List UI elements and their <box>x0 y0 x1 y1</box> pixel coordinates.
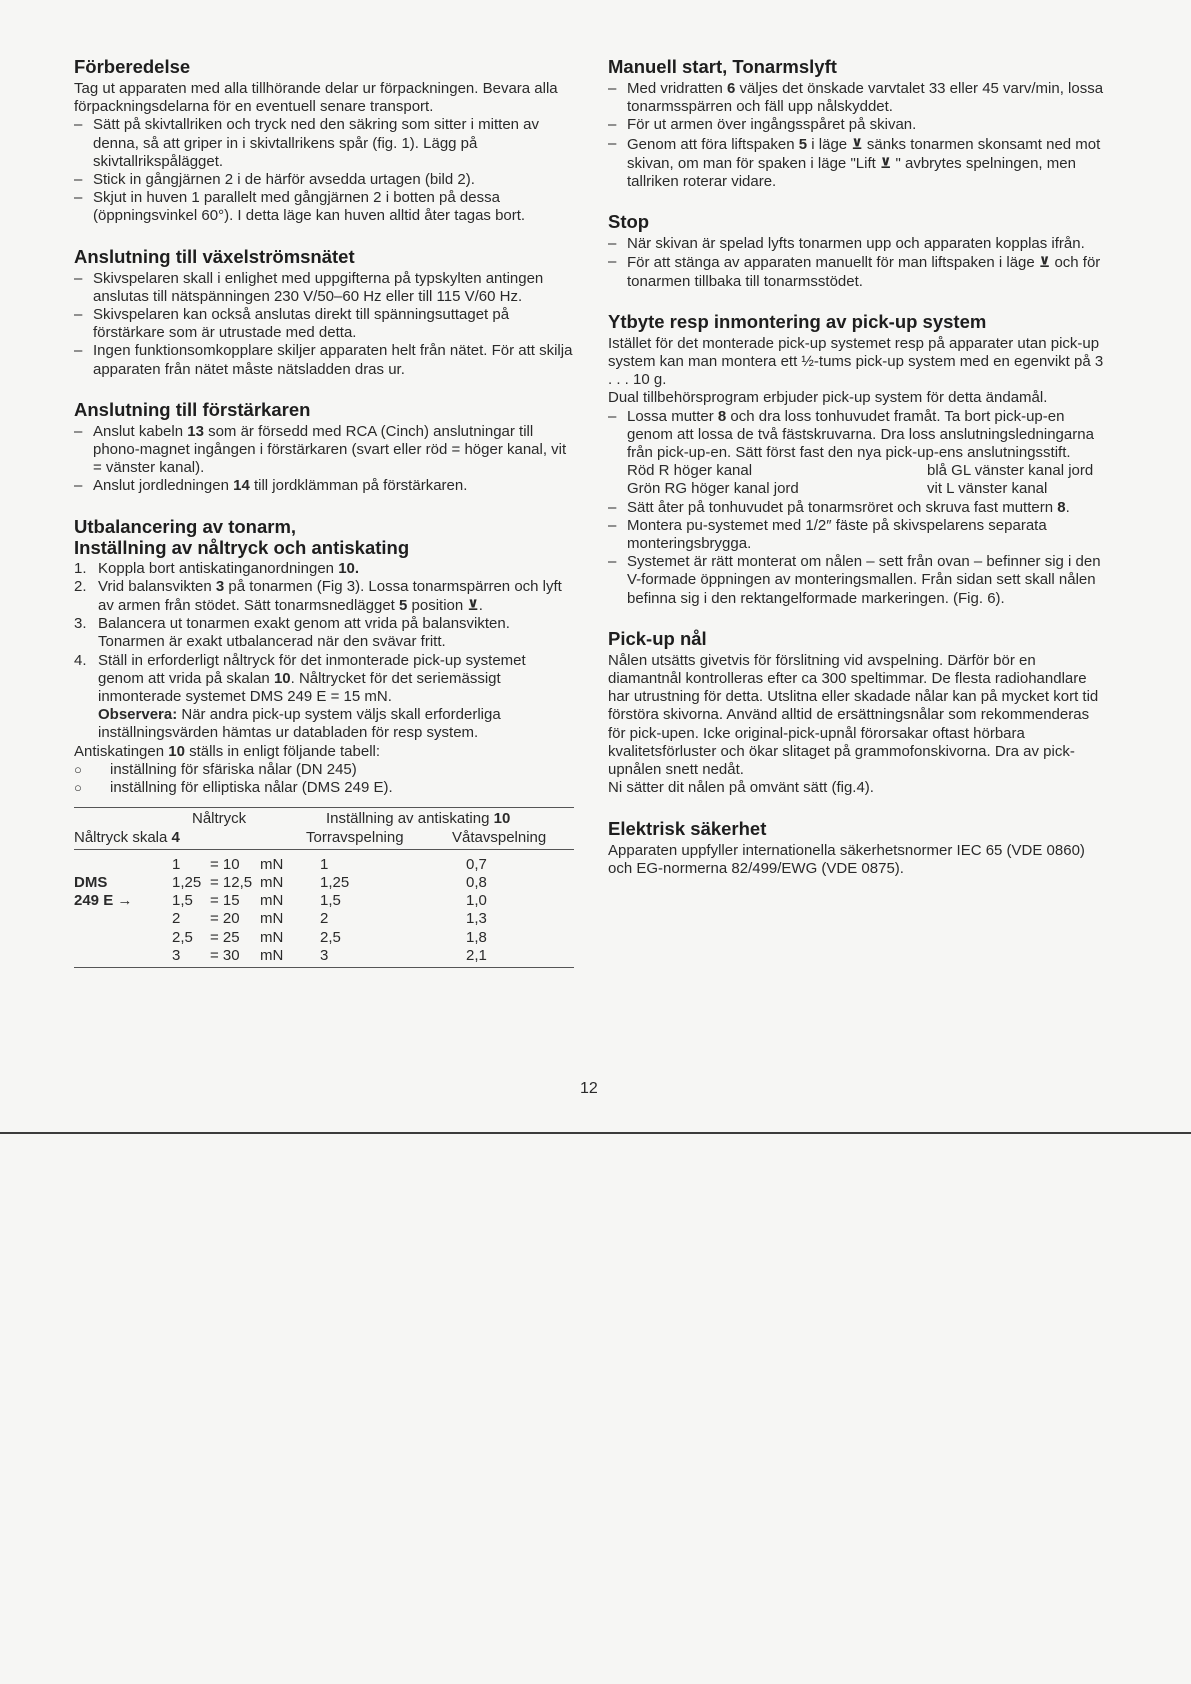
heading-stop: Stop <box>608 211 650 233</box>
label-spacer <box>74 929 172 947</box>
list-item: – Skjut in huven 1 parallelt med gångjärnen 2 i botten på dessa (öppningsvinkel 60°). I detta läge kan huven alltid åter tagas bort. <box>74 189 526 225</box>
heading-balancering: Utbalancering av tonarm, Inställning av nåltryck och antiskating <box>74 515 410 558</box>
list-item: ○ inställning för sfäriska nålar (DN 245) <box>74 760 357 778</box>
table-header: Nåltryck <box>192 810 247 828</box>
lift-lower-icon: ⊻ <box>1038 254 1051 271</box>
list-item: – Stick in gångjärnen 2 i de härför avsedda urtagen (bild 2). <box>74 171 475 189</box>
table-cell-skala: 2 <box>172 910 181 928</box>
list-item: – Skivspelaren kan också anslutas direkt till spänningsuttaget på förstärkare som är utrustade med detta. <box>74 306 510 342</box>
table-cell-vat: 0,7 <box>466 855 487 873</box>
divider <box>74 849 574 850</box>
paragraph: Nålen utsätts givetvis för förslitning vid avspelning. Därför bör en diamantnål kontrolleras efter ca 300 speltimmar. De flesta radiohandlare har utrustning för detta. Utslitna eller skadade nålar kan på mycket kort tid förstöra skivorna. Använd alltid de ersättningsnålar som rekommenderas för pick-upen. Icke original-pick-upnål förorsakar oftast hörbara kvalitetsförluster och ökar slitaget på grammofonskivorna. Dra av pick-upnålen snett nedåt. <box>608 651 1099 779</box>
table-cell-mn: = 10 <box>210 855 240 873</box>
heading-nal: Pick-up nål <box>608 627 707 649</box>
section-forberedelse <box>74 56 574 226</box>
paragraph: Tag ut apparaten med alla tillhörande delar ur förpackningen. Bevara alla förpackningsdelarna för en eventuell senare transport. <box>74 80 558 116</box>
table-cell-vat: 1,8 <box>466 928 487 946</box>
table-cell-unit: mN <box>260 873 284 891</box>
section-sakerhet <box>608 818 1106 878</box>
table-cell-mn: = 12,5 <box>210 873 253 891</box>
table-cell-unit: mN <box>260 928 284 946</box>
section-forstarkaren <box>74 399 574 496</box>
table-cell-torr: 1,25 <box>320 873 350 891</box>
list-item: – Genom att föra liftspaken 5 i läge ⊻ sänks tonarmen skonsamt ned mot skivan, om man för spaken i läge "Lift ⊻ " avbrytes spelningen, men tallriken roterar vidare. <box>608 134 1101 191</box>
paragraph: Apparaten uppfyller internationella säkerhetsnormer IEC 65 (VDE 0860) och EG-normerna 82/499/EWG (VDE 0875). <box>608 841 1085 877</box>
table-cell-vat: 1,0 <box>466 892 487 910</box>
table-cell-vat: 0,8 <box>466 873 487 891</box>
list-item: 2. Vrid balansvikten 3 på tonarmen (Fig 3). Lossa tonarmspärren och lyft av armen från stödet. Sätt tonarmsnedlägget 5 position ⊻. <box>74 577 562 615</box>
lift-lower-icon: ⊻ <box>851 135 863 152</box>
table-cell-unit: mN <box>260 946 284 964</box>
list-item: – Sätt åter på tonhuvudet på tonarmsröret och skruva fast muttern 8. <box>608 498 1070 516</box>
table-row <box>74 929 574 947</box>
table-row <box>74 856 574 874</box>
heading-forberedelse: Förberedelse <box>74 56 191 77</box>
table-header: Nåltryck skala 4 <box>74 828 180 846</box>
list-item: 1. Koppla bort antiskatinganordningen 10. <box>74 559 360 577</box>
list-item: – För ut armen över ingångsspåret på skivan. <box>608 116 917 134</box>
right-column <box>608 56 1106 898</box>
table-row <box>74 947 574 965</box>
section-manuell <box>608 56 1106 191</box>
table-cell-torr: 1,5 <box>320 892 341 910</box>
table-cell-vat: 2,1 <box>466 946 487 964</box>
section-balancering <box>74 516 574 798</box>
note: Observera: När andra pick-up system väljs skall erforderliga inställningsvärden hämtas ur databladen för resp system. <box>98 706 501 742</box>
table-header: Inställning av antiskating 10 <box>326 810 511 828</box>
table-cell-vat: 1,3 <box>466 910 487 928</box>
page-number: 12 <box>580 1080 598 1097</box>
table-body <box>74 856 574 965</box>
table-cell-mn: = 20 <box>210 910 240 928</box>
divider <box>0 1132 1191 1134</box>
list-item: – Ingen funktionsomkopplare skiljer apparaten helt från nätet. För att skilja apparaten från nätet måste nätsladden dras ur. <box>74 342 573 378</box>
left-column <box>74 56 574 968</box>
table-cell-skala: 1 <box>172 855 181 873</box>
section-stop <box>608 211 1106 291</box>
section-vaxelstrom <box>74 246 574 379</box>
table-cell-unit: mN <box>260 892 284 910</box>
table-cell-torr: 3 <box>320 946 329 964</box>
table-cell-skala: 2,5 <box>172 928 193 946</box>
table-cell-unit: mN <box>260 910 284 928</box>
paragraph: Antiskatingen 10 ställs in enligt följande tabell: <box>74 742 381 760</box>
paragraph: Dual tillbehörsprogram erbjuder pick-up system för detta ändamål. <box>608 389 1048 407</box>
table-row-label: DMS 249 E → <box>74 873 133 909</box>
table-cell-mn: = 30 <box>210 946 240 964</box>
list-item: – När skivan är spelad lyfts tonarmen upp och apparaten kopplas ifrån. <box>608 235 1085 253</box>
section-nal <box>608 628 1106 798</box>
paragraph: Istället för det monterade pick-up systemet resp på apparater utan pick-up system kan man montera ett ½-tums pick-up system med en egenvikt på 3 . . . 10 g. <box>608 334 1104 389</box>
heading-sakerhet: Elektrisk säkerhet <box>608 817 767 839</box>
list-item: – Montera pu-systemet med 1/2″ fäste på skivspelarens separata monteringsbrygga. <box>608 516 1047 553</box>
list-item: 3. Balancera ut tonarmen exakt genom att vrida på balansvikten. Tonarmen är exakt utbalancerad när den svävar fritt. <box>74 615 510 651</box>
table-cell-unit: mN <box>260 855 284 873</box>
table-cell-mn: = 15 <box>210 892 240 910</box>
table-cell-torr: 2,5 <box>320 928 341 946</box>
heading-ytbyte: Ytbyte resp inmontering av pick-up system <box>608 310 987 332</box>
heading-forstarkaren: Anslutning till förstärkaren <box>74 398 311 420</box>
table-cell-mn: = 25 <box>210 928 240 946</box>
heading-manuell: Manuell start, Tonarmslyft <box>608 56 837 77</box>
table-header-row <box>74 810 574 828</box>
table-cell-skala: 1,5 <box>172 892 193 910</box>
table-cell-torr: 1 <box>320 855 329 873</box>
wire-pair: Röd R höger kanal blå GL vänster kanal jord <box>627 462 1094 480</box>
list-item: – Anslut kabeln 13 som är försedd med RCA (Cinch) anslutningar till phono-magnet ingången i förstärkaren (svart eller röd = höger kanal, vit = vänster kanal). <box>74 422 567 477</box>
list-item: – Sätt på skivtallriken och tryck ned den säkring som sitter i mitten av denna, så att griper in i skivtallrikens spår (fig. 1). Lägg på skivtallrikspålägget. <box>74 116 540 170</box>
table-header-row <box>74 829 574 847</box>
table-header: Våtavspelning <box>452 828 547 846</box>
list-item: – Lossa mutter 8 och dra loss tonhuvudet framåt. Ta bort pick-up-en genom att lossa de två fästskruvarna. Dra loss anslutningsledningarna från pick-up-en. Sätt först fast den nya pick-up-ens anslutningsstift. <box>608 407 1094 462</box>
list-item: – Skivspelaren skall i enlighet med uppgifterna på typskylten antingen anslutas till nätspänningen 230 V/50–60 Hz eller till 115 V/60 Hz. <box>74 269 544 305</box>
list-item: – Med vridratten 6 väljes det önskade varvtalet 33 eller 45 varv/min, lossa tonarmsspärren och fäll upp nålskyddet. <box>608 80 1104 116</box>
list-item: – För att stänga av apparaten manuellt för man liftspaken i läge ⊻ och för tonarmen tillbaka till tonarmsstödet. <box>608 253 1101 290</box>
list-item: 4. Ställ in erforderligt nåltryck för det inmonterade pick-up systemet genom att vrida på skalan 10. Nåltrycket för det seriemässigt inmonterade systemet DMS 249 E = 15 mN. <box>74 651 526 706</box>
lift-raise-icon: ⊻ <box>879 154 892 171</box>
antiskating-table <box>74 807 574 968</box>
table-row <box>74 892 574 910</box>
table-row <box>74 874 574 892</box>
list-item: – Anslut jordledningen 14 till jordklämman på förstärkaren. <box>74 477 468 495</box>
list-item: – Systemet är rätt monterat om nålen – sett från ovan – befinner sig i den V-formade öppningen av monteringsmallen. Från sidan sett skall nålen befinna sig i den rektangelformade markeringen. (Fig. 6). <box>608 553 1101 607</box>
heading-vaxelstrom: Anslutning till växelströmsnätet <box>74 245 355 267</box>
section-ytbyte <box>608 311 1106 608</box>
list-item: ○ inställning för elliptiska nålar (DMS 249 E). <box>74 779 393 797</box>
label-spacer <box>74 910 172 928</box>
table-cell-torr: 2 <box>320 910 329 928</box>
label-spacer <box>74 856 172 874</box>
table-cell-skala: 3 <box>172 946 181 964</box>
lift-lower-icon: ⊻ <box>467 597 479 614</box>
label-spacer <box>74 947 172 965</box>
table-header: Torravspelning <box>306 828 404 846</box>
table-row <box>74 910 574 928</box>
paragraph: Ni sätter dit nålen på omvänt sätt (fig.4). <box>608 779 874 797</box>
wire-pair: Grön RG höger kanal jord vit L vänster kanal <box>627 480 1048 498</box>
table-cell-skala: 1,25 <box>172 873 202 891</box>
